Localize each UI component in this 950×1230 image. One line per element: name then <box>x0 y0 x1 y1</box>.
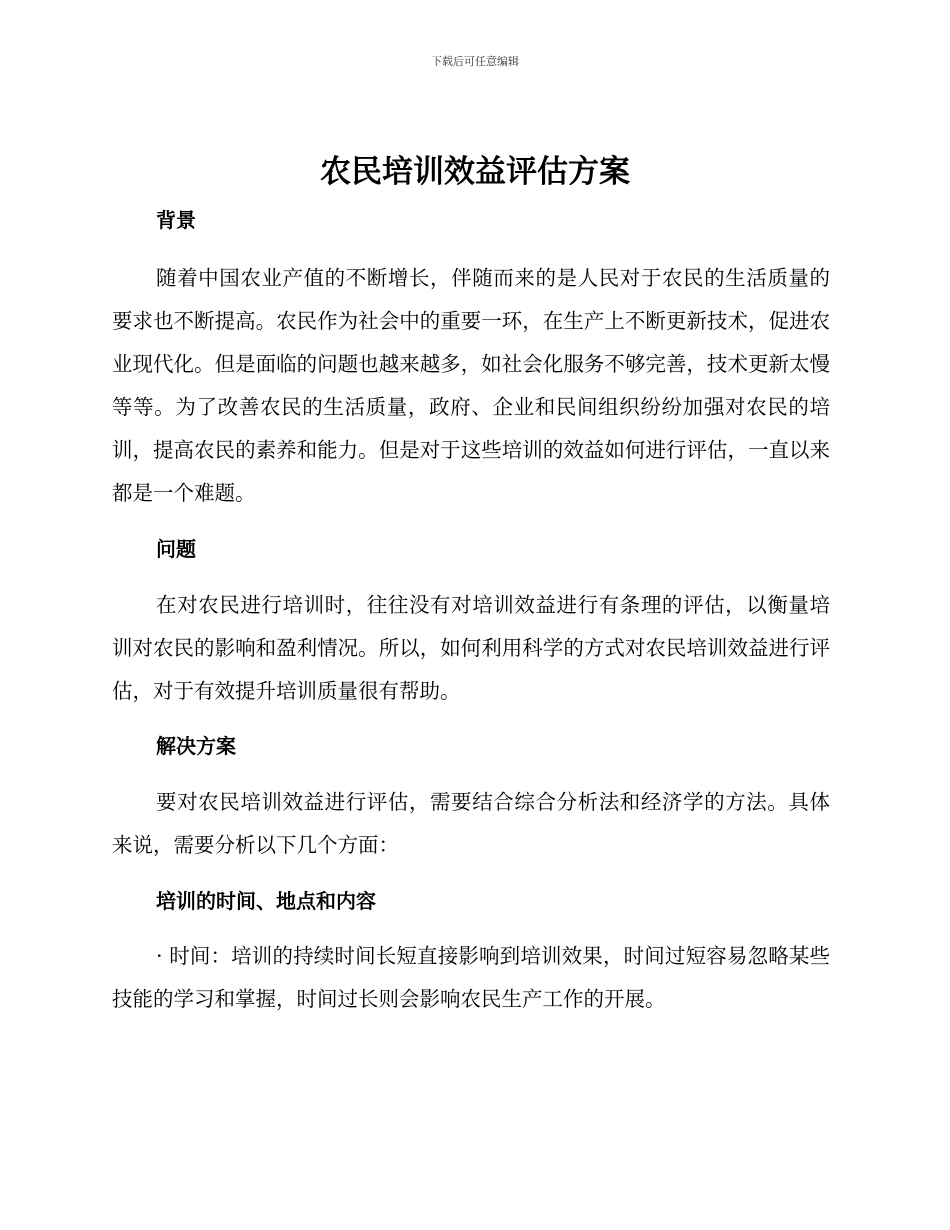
section-heading-time-place-content: 培训的时间、地点和内容 <box>156 889 376 913</box>
document-body <box>112 198 830 1021</box>
document-title: 农民培训效益评估方案 <box>320 154 630 190</box>
page-header-note: 下载后可任意编辑 <box>431 55 519 68</box>
section-paragraph-solution: 要对农民培训效益进行评估，需要结合综合分析法和经济学的方法。具体来说，需要分析以下几个方面： <box>112 790 830 857</box>
section-paragraph-background: 随着中国农业产值的不断增长，伴随而来的是人民对于农民的生活质量的要求也不断提高。农民作为社会中的重要一环，在生产上不断更新技术，促进农业现代化。但是面临的问题也越来越多，如社会化服务不够完善，技术更新太慢等等。为了改善农民的生活质量，政府、企业和民间组织纷纷加强对农民的培训，提高农民的素养和能力。但是对于这些培训的效益如何进行评估，一直以来都是一个难题。 <box>112 266 830 505</box>
section-paragraph-problem: 在对农民进行培训时，往往没有对培训效益进行有条理的评估，以衡量培训对农民的影响和盈利情况。所以，如何利用科学的方式对农民培训效益进行评估，对于有效提升培训质量很有帮助。 <box>112 593 830 703</box>
section-heading-background: 背景 <box>156 208 196 232</box>
section-paragraph-time: · 时间：培训的持续时间长短直接影响到培训效果，时间过短容易忽略某些技能的学习和掌握，时间过长则会影响农民生产工作的开展。 <box>112 944 830 1011</box>
section-heading-solution: 解决方案 <box>156 734 236 758</box>
section-heading-problem: 问题 <box>156 537 196 561</box>
